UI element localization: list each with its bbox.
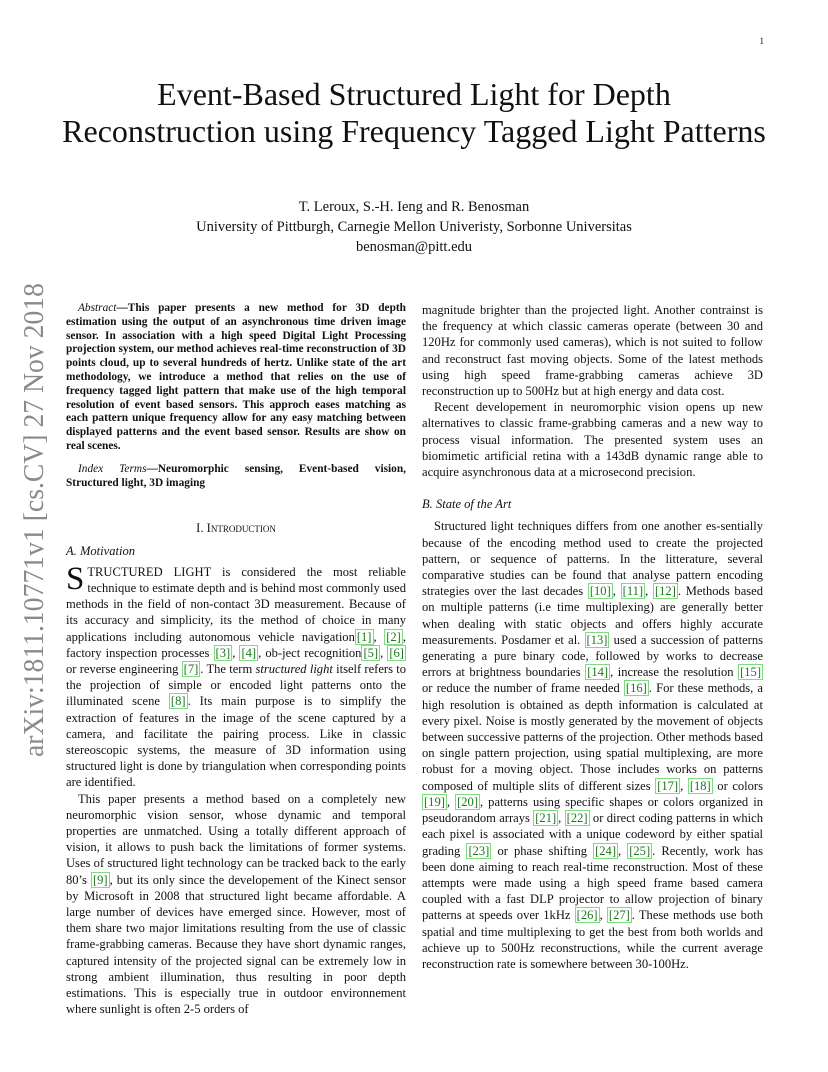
email: benosman@pitt.edu (355, 239, 473, 255)
citation-link[interactable]: [15] (740, 665, 761, 680)
citation-link[interactable]: [3] (215, 645, 231, 660)
citation-link[interactable]: [6] (389, 645, 404, 660)
right-column (422, 302, 763, 972)
citation-link[interactable]: [16] (625, 681, 647, 696)
paragraph-motivation-2: This paper presents a method based on a completely new neuromorphic vision sensor, whose dynamic and temporal properties are unmatched. Using a totally different approach of vision, it allows to push back the limitations of former systems. Uses of structured light technology can be tracked back to the early 80’s [9] , but its only since the developement of the Kinect sensor by Microsoft in 2008 that structured light became affordable. A large number of devices have emerged since. However, most of them share two major limitations resulting from the use of classic frame-grabbing cameras. Because they have short dynamic ranges, captured intensity of the projected signal can be extremely low in strong ambient illumination, thus resulting in poor depth estimations. This is especially true in outdoor environnement where sunlight is often 2-5 orders of (66, 791, 406, 1017)
citation-link[interactable]: [19] (424, 794, 445, 809)
index-terms-label: Index Terms (78, 462, 147, 475)
citation-link[interactable]: [5] (363, 645, 379, 660)
paragraph-motivation-2-cont: magnitude brighter than the projected light. Another contrainst is the frequency at which classic cameras operate (between 30 and 120Hz for commonly used cameras), which is not suited to follow and reconstruct fast moving objects. Some of the latest methods using high speed frame-grabbing cameras achieve 3D reconstruction up to 500Hz but at high energy and data cost. (422, 303, 763, 399)
paragraph-motivation-3: Recent developement in neuromorphic vision opens up new alternatives to classic frame-grabbing cameras and a new way to process visual information. The presented system uses an biomimetic artificial retina with a 143dB dynamic range able to acquire asynchronous data at a microsecond precision. (422, 400, 763, 480)
index-terms (66, 463, 406, 491)
citation-link[interactable]: [13] (586, 632, 608, 647)
citation-link[interactable]: [8] (170, 694, 186, 709)
paragraph-state-of-the-art: Structured light techniques differs from one another es-sentially because of the encoding method used to create the projected pattern, or sequence of patterns. In the litterature, several comparative studies can be found that analyse pattern encoding strategies over the last decades [10] , [11] , [12] . Methods based on multiple patterns (i.e time multiplexing) are generally better when dealing with static objects and offers highly accurate measurements. Posdamer et al. [13] used a succession of patterns generating a pure binary code, followed by works to decrease errors at brightness boundaries [14] , increase the resolution [15] or reduce the number of frame needed [16] . For these methods, a high resolution is obtained as depth information is calculated at every pixel. Noise is mostly generated by the movement of objects between successive patterns of the projection. Other methods based on single pattern projection, using spatial multiplexing, are more robust for a moving object. Those includes works on patterns composed of multiple slits of different sizes [17] , [18] or colors [19] , [20] , patterns using specific shapes or colors organized in pseudorandom arrays [21] , [22] or direct coding patterns in which each pixel is associated with a unique codeword by either spatial grading [23] or phase shifting [24] , [25] . Recently, work has been done aiming to reach real-time reconstruction. Most of these attempts were made using a high speed frame based camera coupled with a fast DLP projector to allow projection of binary patterns at speeds over 1kHz [26] , [27] . These methods use both spatial and time multiplexing to get the best from both worlds and achieve up to 500Hz reconstructions, while the current average reconstruction rate is somewhere between 30-100Hz. (422, 519, 764, 971)
paper-title: Event-Based Structured Light for Depth Reconstruction using Frequency Tagged Light Patterns (62, 76, 766, 149)
paragraph-motivation-1: STRUCTURED LIGHT is considered the most reliable technique to estimate depth and is behind most commonly used methods in the field of non-contact 3D measurement. Because of its accuracy and simplicity, its the method of choice in many applications including autonomous vehicle navigation [1] , [2] , factory inspection processes [3] , [4] , ob-ject recognition [5] , [6] or reverse engineering [7] . The term structured light itself refers to the projection of simple or encoded light patterns onto the illuminated scene [8] . Its main purpose is to simplify the extraction of features in the image of the scene captured by a camera, and facilitate the pairing process. Like in classic stereoscopic systems, the measure of 3D information using structured light is done by triangulation when corresponding points are identified. (66, 560, 406, 790)
citation-link[interactable]: [17] (657, 778, 679, 793)
citation-link[interactable]: [20] (457, 794, 478, 809)
citation-link[interactable]: [22] (566, 811, 588, 826)
citation-link[interactable]: [14] (587, 665, 609, 680)
citation-link[interactable]: [23] (468, 843, 490, 858)
citation-link[interactable]: [7] (183, 661, 199, 676)
page-number: 1 (759, 36, 764, 46)
abstract (66, 302, 406, 454)
arxiv-id-text: arXiv:1811.10771v1 [cs.CV] 27 Nov 2018 (19, 283, 50, 757)
subsection-state-of-the-art: B. State of the Art (422, 497, 512, 512)
citation-link[interactable]: [10] (589, 584, 611, 599)
citation-link[interactable]: [24] (595, 843, 616, 858)
author-block (60, 197, 768, 257)
section-heading-introduction (66, 520, 406, 536)
drop-cap: S (66, 560, 85, 597)
citation-link[interactable]: [27] (608, 908, 630, 923)
citation-link[interactable]: [2] (386, 629, 401, 644)
affiliation: University of Pittburgh, Carnegie Mellon Univeristy, Sorbonne Universitas (196, 219, 632, 235)
citation-link[interactable]: [9] (92, 872, 108, 887)
citation-link[interactable]: [26] (576, 908, 598, 923)
abstract-text: —This paper presents a new method for 3D depth estimation using the output of an asynchronous time driven image sensor. In association with a high speed Digital Light Processing projection system, our method achieves real-time reconstruction of 3D points cloud, up to several hundreds of hertz. Unlike state of the art methodology, we introduce a method that relies on the use of frequency tagged light pattern that make use of the high temporal resolution of event based sensors. This approch eases matching as each pattern unique frequency allow for any easy matching between displayed patterns and the event based sensor. Results are show on real scenes. (66, 302, 406, 452)
section-title: Introduction (206, 521, 276, 536)
citation-link[interactable]: [1] (356, 629, 372, 644)
citation-link[interactable]: [25] (629, 843, 651, 858)
subsection-motivation: A. Motivation (66, 543, 135, 558)
citation-link[interactable]: [21] (535, 811, 557, 826)
abstract-label: Abstract (78, 302, 117, 314)
index-terms-text: —Neuromorphic sensing, Event-based vision, Structured light, 3D imaging (66, 462, 406, 489)
section-number: I. (196, 521, 204, 536)
authors: T. Leroux, S.-H. Ieng and R. Benosman (298, 199, 530, 215)
citation-link[interactable]: [12] (654, 584, 676, 599)
arxiv-side-identifier (5, 283, 53, 757)
lead-text: TRUCTURED LIGHT (87, 564, 212, 579)
left-column (66, 302, 406, 1017)
citation-link[interactable]: [18] (689, 778, 711, 793)
citation-link[interactable]: [11] (622, 584, 644, 599)
citation-link[interactable]: [4] (241, 645, 257, 660)
